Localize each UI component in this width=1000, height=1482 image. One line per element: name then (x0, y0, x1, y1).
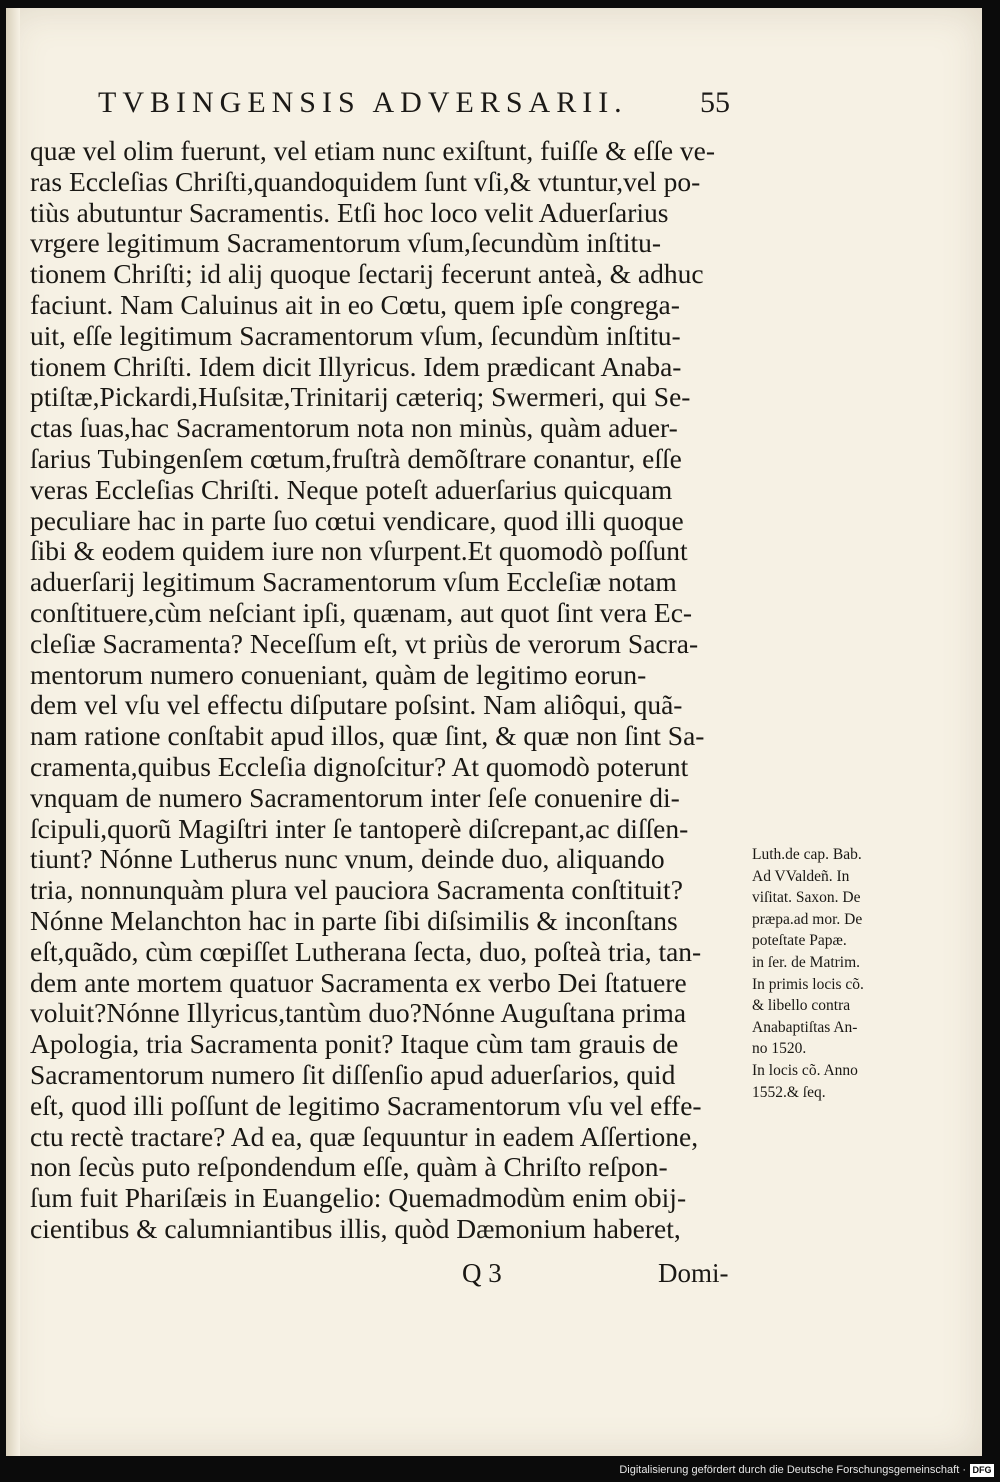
text-line: cientibus & calumniantibus illis, quòd Dæmonium haberet, (30, 1213, 681, 1244)
digitization-credit: Digitalisierung gefördert durch die Deutsche Forschungsgemeinschaft · (619, 1464, 966, 1476)
margin-note-line: In locis cõ. Anno (752, 1061, 858, 1079)
margin-note-line: Luth.de cap. Bab. (752, 846, 862, 863)
text-line: nam ratione conſtabit apud illos, quæ ſint, & quæ non ſint Sa- (30, 721, 705, 752)
margin-note-line: in ſer. de Matrim. (752, 953, 861, 971)
margin-note-line: viſitat. Saxon. De (752, 889, 861, 907)
catchword: Domi- (658, 1258, 729, 1288)
text-line: mentorum numero conueniant, quàm de legitimo eorun- (30, 659, 647, 690)
text-line: dem ante mortem quatuor Sacramenta ex verbo Dei ſtatuere (30, 967, 687, 998)
margin-note-line: poteſtate Papæ. (752, 932, 847, 950)
main-text-block (30, 136, 742, 1245)
text-line: ptiſtæ,Pickardi,Huſsitæ,Trinitarij cæteriq; Swermeri, qui Se- (30, 382, 691, 413)
text-line: voluit?Nónne Illyricus,tantùm duo?Nónne Auguſtana prima (30, 998, 687, 1029)
text-line: non ſecùs puto reſpondendum eſſe, quàm à Chriſto reſpon- (30, 1152, 668, 1183)
running-title: TVBINGENSIS ADVERSARII. (98, 86, 628, 119)
page-number: 55 (700, 86, 730, 119)
margin-note-line: & libello contra (752, 997, 851, 1015)
text-line: eſt,quãdo, cùm cœpiſſet Lutherana ſecta, duo, poſteà tria, tan- (30, 936, 702, 967)
marginal-notes (752, 844, 922, 1103)
text-line: tionem Chriſti; id alij quoque ſectarij fecerunt anteà, & adhuc (30, 259, 704, 290)
text-line: ras Eccleſias Chriſti,quandoquidem ſunt vſi,& vtuntur,vel po- (30, 166, 701, 197)
text-line: Apologia, tria Sacramenta ponit? Itaque cùm tam grauis de (30, 1029, 679, 1060)
text-line: ſibi & eodem quidem iure non vſurpent.Et quomodò poſſunt (30, 536, 688, 567)
text-line: aduerſarij legitimum Sacramentorum vſum Eccleſiæ notam (30, 567, 677, 598)
margin-note-line: præpa.ad mor. De (752, 910, 863, 928)
text-line: Nónne Melanchton hac in parte ſibi diſsimilis & inconſtans (30, 905, 678, 936)
text-line: dem vel vſu vel effectu diſputare poſsint. Nam aliôqui, quã- (30, 690, 683, 721)
text-line: cleſiæ Sacramenta? Neceſſum eſt, vt priùs de verorum Sacra- (30, 628, 699, 659)
text-line: ſcipuli,quorũ Magiſtri inter ſe tantoperè diſcrepant,ac diſſen- (30, 813, 689, 844)
signature-mark: Q 3 (462, 1258, 502, 1288)
book-page (6, 8, 982, 1456)
margin-note-line: In primis locis cõ. (752, 975, 864, 993)
text-line: ſarius Tubingenſem cœtum,fruſtrà demõſtrare conantur, eſſe (30, 443, 682, 474)
text-line: conſtituere,cùm neſciant ipſi, quænam, aut quot ſint vera Ec- (30, 597, 693, 628)
text-line: peculiare hac in parte ſuo cœtui vendicare, quod illi quoque (30, 505, 684, 536)
margin-note-line: 1552.& ſeq. (752, 1083, 826, 1101)
margin-note-line: no 1520. (752, 1040, 807, 1058)
text-line: vnquam de numero Sacramentorum inter ſeſe conuenire di- (30, 782, 680, 813)
text-line: Sacramentorum numero ſit diſſenſio apud aduerſarios, quid (30, 1059, 676, 1090)
text-line: tiunt? Nónne Lutherus nunc vnum, deinde duo, aliquando (30, 844, 665, 875)
text-line: vrgere legitimum Sacramentorum vſum,ſecundùm inſtitu- (30, 228, 662, 259)
text-line: tria, nonnunquàm plura vel pauciora Sacramenta conſtituit? (30, 875, 683, 906)
dfg-logo: DFG (970, 1464, 994, 1477)
text-line: cramenta,quibus Eccleſia dignoſcitur? At quomodò poterunt (30, 751, 689, 782)
text-line: quæ vel olim fuerunt, vel etiam nunc exiſtunt, fuiſſe & eſſe ve- (30, 136, 716, 166)
text-line: tiùs abutuntur Sacramentis. Etſi hoc loco velit Aduerſarius (30, 197, 669, 228)
page-gutter (6, 8, 20, 1456)
margin-note-line: Anabaptiſtas An- (752, 1018, 858, 1036)
text-line: ſum fuit Phariſæis in Euangelio: Quemadmodùm enim obij- (30, 1183, 687, 1214)
text-line: eſt, quod illi poſſunt de legitimo Sacramentorum vſu vel effe- (30, 1090, 702, 1121)
text-line: tionem Chriſti. Idem dicit Illyricus. Idem prædicant Anaba- (30, 351, 682, 382)
text-line: ctu rectè tractare? Ad ea, quæ ſequuntur in eadem Aſſertione, (30, 1121, 699, 1152)
margin-note-line: Ad VValdeñ. In (752, 867, 850, 885)
text-line: veras Eccleſias Chriſti. Neque poteſt aduerſarius quicquam (30, 474, 673, 505)
text-line: ctas ſuas,hac Sacramentorum nota non minùs, quàm aduer- (30, 413, 678, 444)
text-line: faciunt. Nam Caluinus ait in eo Cœtu, quem ipſe congrega- (30, 289, 680, 320)
text-line: uit, eſſe legitimum Sacramentorum vſum, ſecundùm inſtitu- (30, 320, 681, 351)
